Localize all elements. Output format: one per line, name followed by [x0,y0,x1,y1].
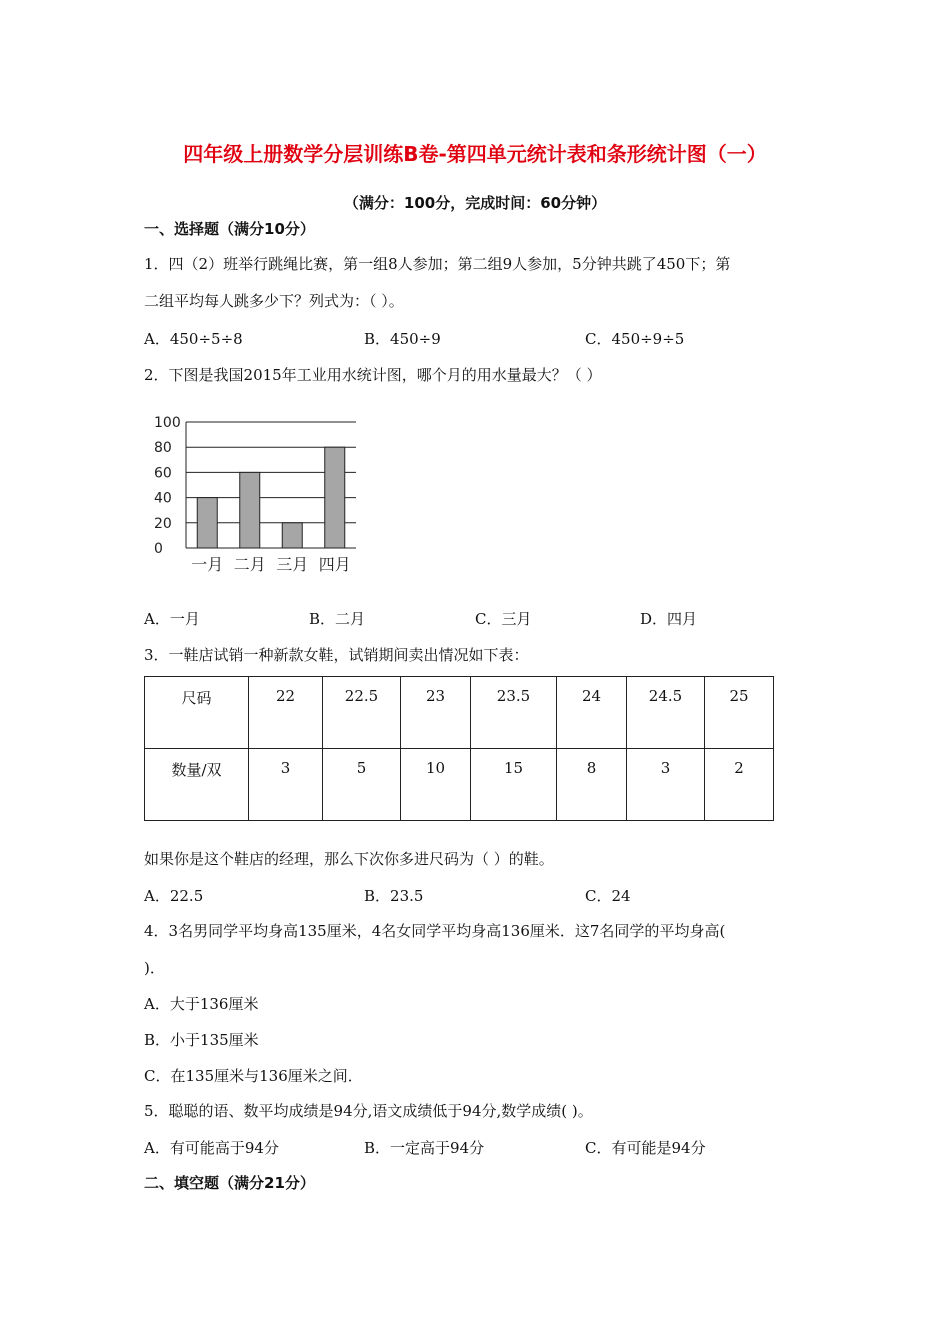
table-cell-count: 5 [323,749,401,821]
table-cell-size: 25 [705,677,774,749]
bar [197,498,217,548]
question-4-option-a: A．大于136厘米 [144,995,259,1013]
question-1-option-c: C．450÷9÷5 [585,330,685,348]
x-tick-label: 四月 [318,555,351,574]
table-cell-size: 24.5 [627,677,705,749]
y-tick-label: 80 [154,440,172,457]
document-title: 四年级上册数学分层训练B卷-第四单元统计表和条形统计图（一） [183,142,767,166]
table-cell-size: 23 [401,677,471,749]
question-1-line1: 1．四（2）班举行跳绳比赛，第一组8人参加；第二组9人参加，5分钟共跳了450下；第 [144,255,731,273]
x-tick-label: 三月 [276,555,309,574]
question-1-option-a: A．450÷5÷8 [144,330,243,348]
question-4-option-c: C．在135厘米与136厘米之间． [144,1067,363,1085]
question-5-text: 5．聪聪的语、数平均成绩是94分,语文成绩低于94分,数学成绩( )。 [144,1102,593,1120]
table-cell-count: 3 [627,749,705,821]
question-3-option-b: B．23.5 [364,887,424,905]
y-tick-label: 0 [154,541,163,557]
table-cell-size: 24 [557,677,627,749]
question-3-option-a: A．22.5 [144,887,204,905]
x-tick-label: 二月 [233,555,266,574]
water-usage-bar-chart [140,408,380,580]
shoe-sales-table [144,676,774,821]
table-header-count: 数量/双 [145,749,249,821]
question-5-option-b: B．一定高于94分 [364,1139,485,1157]
table-cell-count: 2 [705,749,774,821]
table-cell-count: 3 [249,749,323,821]
table-cell-size: 22 [249,677,323,749]
question-1-line2: 二组平均每人跳多少下？列式为：（ ）。 [144,292,404,310]
x-tick-label: 一月 [191,555,224,574]
y-tick-label: 60 [154,465,172,482]
table-row-size [145,677,774,749]
question-2-option-d: D．四月 [640,610,698,628]
question-1-option-b: B．450÷9 [364,330,441,348]
y-tick-label: 20 [154,515,172,532]
document-subtitle: （满分：100分，完成时间：60分钟） [343,194,607,212]
question-2-text: 2．下图是我国2015年工业用水统计图，哪个月的用水量最大？（ ） [144,366,602,384]
y-tick-label: 40 [154,490,172,507]
question-2-option-c: C．三月 [475,610,532,628]
table-cell-size: 23.5 [471,677,557,749]
table-row-count [145,749,774,821]
y-tick-label: 100 [154,415,181,431]
section-heading-choice: 一、选择题（满分10分） [144,220,315,238]
question-5-option-a: A．有可能高于94分 [144,1139,279,1157]
section-heading-fill-in: 二、填空题（满分21分） [144,1174,315,1192]
table-cell-size: 22.5 [323,677,401,749]
bar [240,472,260,548]
table-cell-count: 10 [401,749,471,821]
question-3-option-c: C．24 [585,887,631,905]
bar [282,523,302,548]
question-5-option-c: C．有可能是94分 [585,1139,706,1157]
question-3-text: 3．一鞋店试销一种新款女鞋，试销期间卖出情况如下表： [144,646,529,664]
table-cell-count: 15 [471,749,557,821]
question-4-option-b: B．小于135厘米 [144,1031,259,1049]
question-4-line1: 4．3名男同学平均身高135厘米，4名女同学平均身高136厘米．这7名同学的平均身高( [144,922,726,940]
bar [325,447,345,548]
question-4-line2: )． [144,959,165,977]
question-2-option-a: A．一月 [144,610,200,628]
table-cell-count: 8 [557,749,627,821]
table-header-size: 尺码 [145,677,249,749]
question-3-prompt: 如果你是这个鞋店的经理，那么下次你多进尺码为（ ）的鞋。 [144,850,554,868]
question-2-option-b: B．二月 [309,610,366,628]
